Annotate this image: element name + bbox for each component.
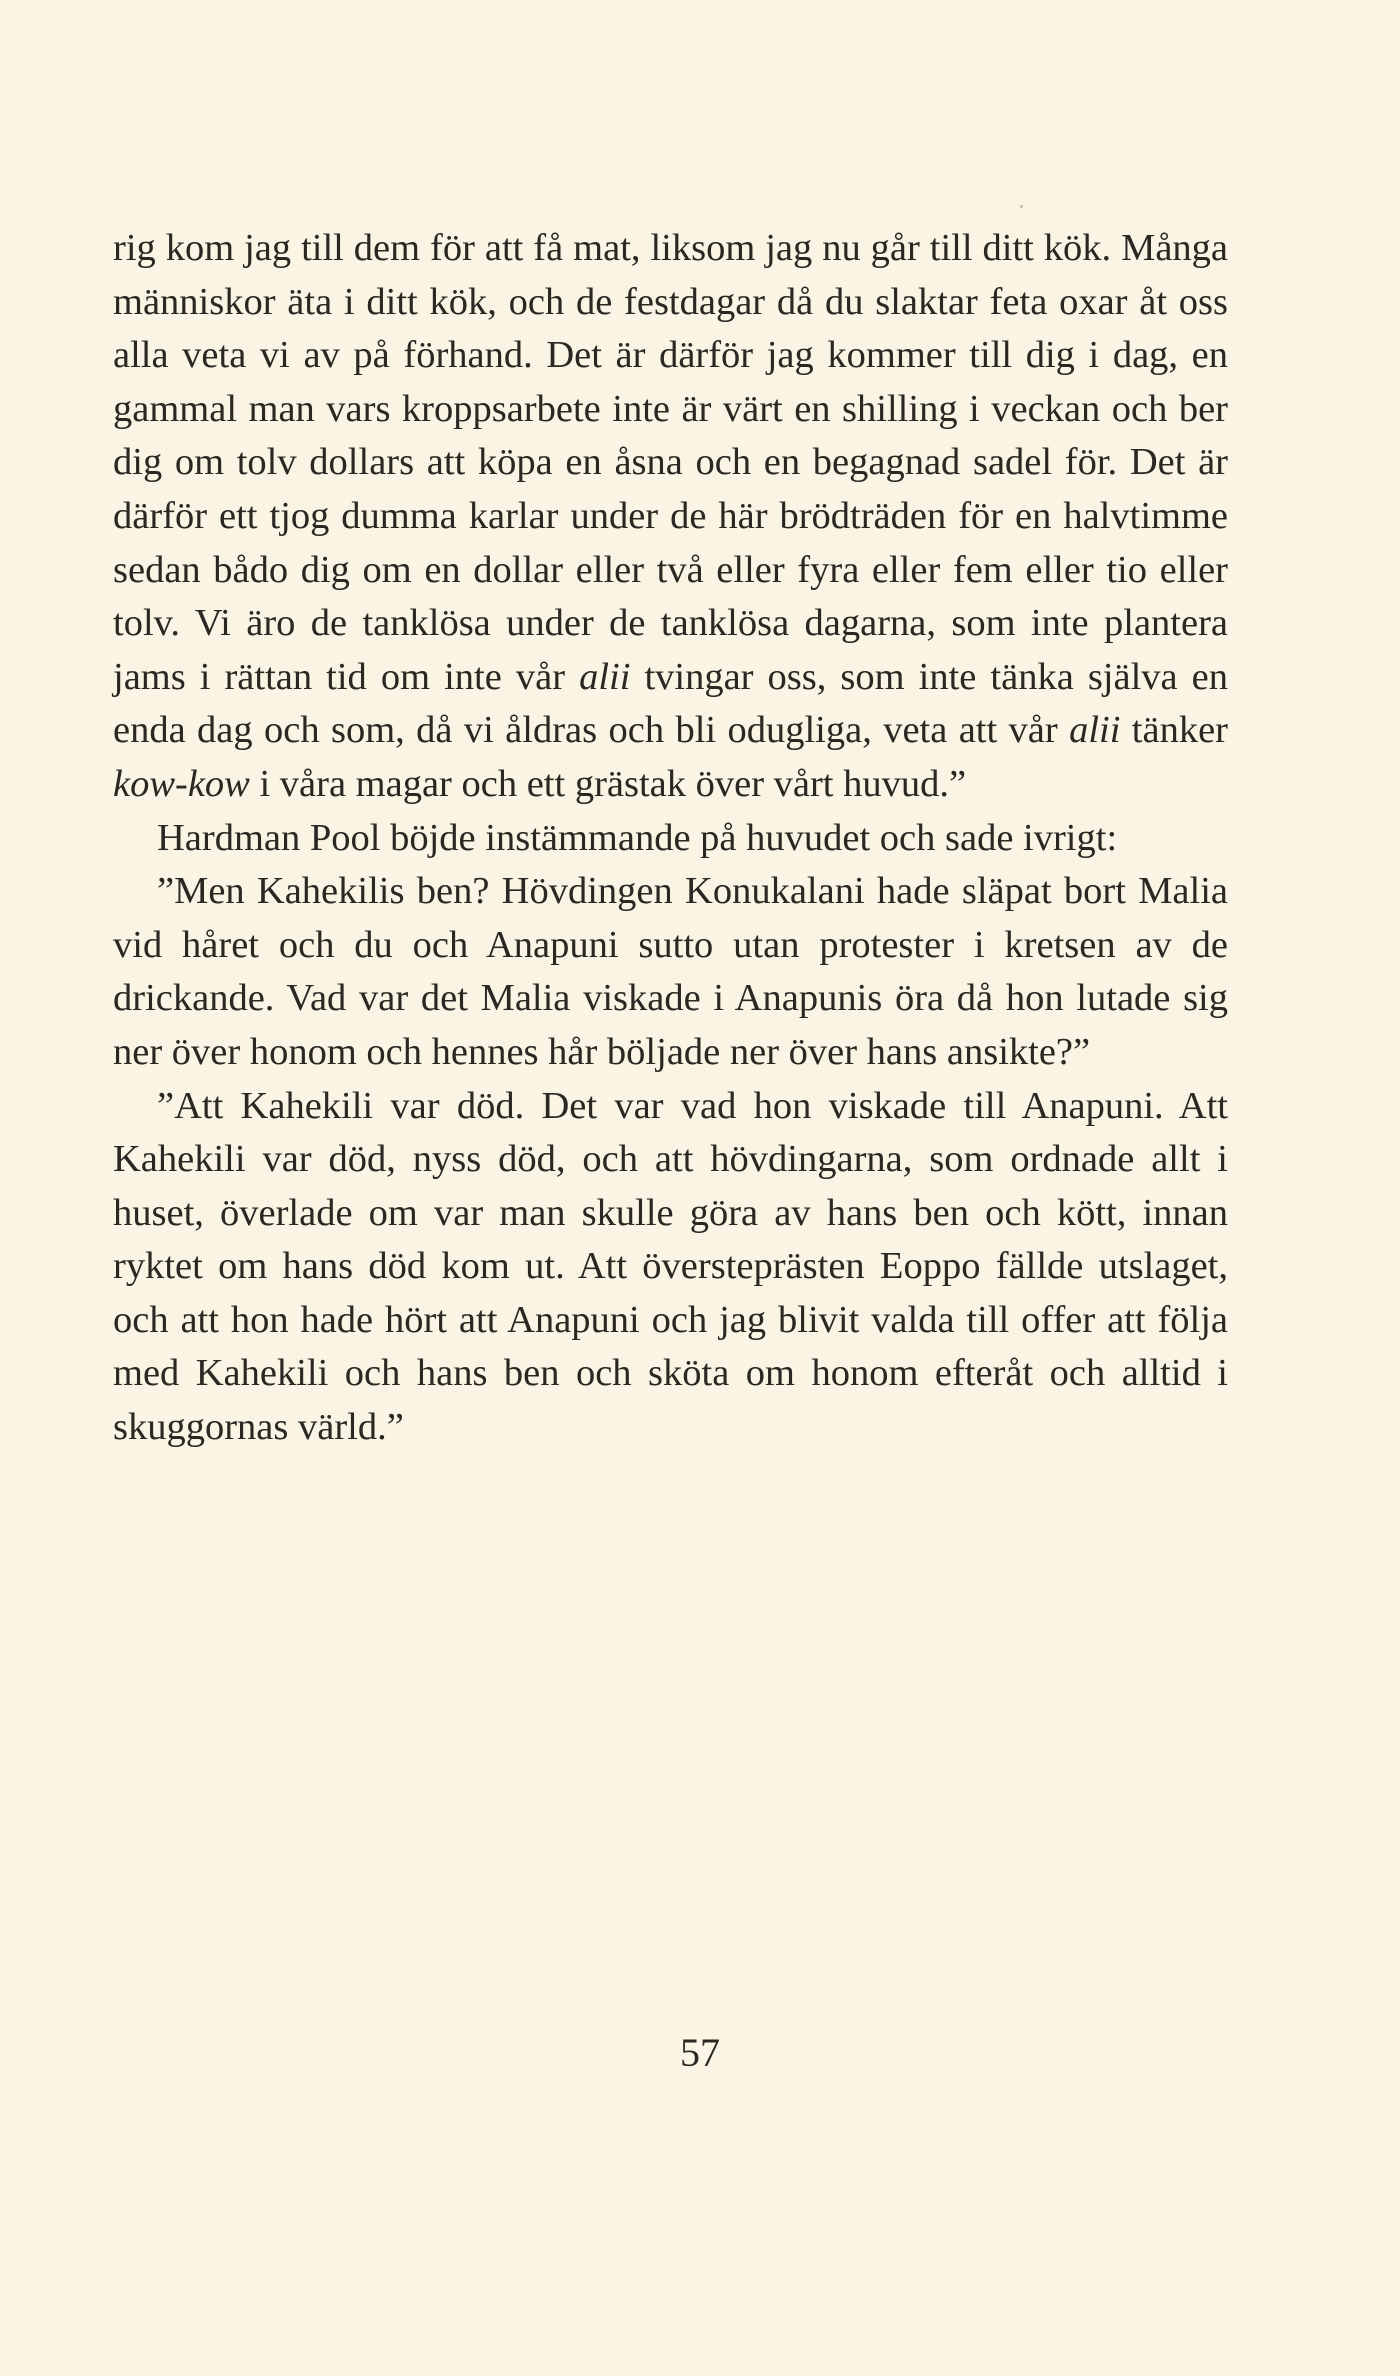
page-number: 57 — [680, 2030, 720, 2075]
italic-term: alii — [579, 655, 631, 698]
paper-speck — [1020, 205, 1023, 208]
paragraph — [113, 222, 1228, 812]
italic-term: alii — [1069, 709, 1121, 752]
italic-term: kow-kow — [113, 762, 250, 805]
paragraph — [113, 1080, 1228, 1455]
text-run: Hardman Pool böjde instämmande på huvudet och sade ivrigt: — [157, 816, 1118, 859]
text-run: i våra magar och ett grästak över vårt huvud.” — [249, 762, 967, 805]
text-run: rig kom jag till dem för att få mat, liksom jag nu går till ditt kök. Många människor äta i ditt kök, och de festdagar då du slaktar feta oxar åt oss alla veta vi av på förhand. Det är därför jag kommer till dig i dag, en gammal man vars kroppsarbete inte är värt en shilling i veckan och ber dig om tolv dollars att köpa en åsna och en begagnad sadel för. Det är därför ett tjog dumma karlar under de här brödträden för en halvtimme sedan bådo dig om en dollar eller två eller fyra eller fem eller tio eller tolv. Vi äro de tanklösa under de tanklösa dagarna, som inte plantera jams i rättan tid om inte vår — [113, 227, 1228, 698]
paragraph — [113, 812, 1228, 866]
text-run: tvingar oss, som inte tänka själva en enda dag och som, då vi åldras och bli odugliga, veta att vår — [113, 655, 1228, 752]
text-run: tänker — [1120, 709, 1229, 752]
body-text — [113, 222, 1228, 1455]
text-run: ”Att Kahekili var död. Det var vad hon viskade till Anapuni. Att Kahekili var död, nyss död, och att hövdingarna, som ordnade allt i huset, överlade om var man skulle göra av hans ben och kött, innan ryktet om hans död kom ut. Att översteprästen Eoppo fällde utslaget, och att hon hade hört att Anapuni och jag blivit valda till offer att följa med Kahekili och hans ben och sköta om honom efteråt och alltid i skuggornas värld.” — [113, 1084, 1228, 1449]
text-run: ”Men Kahekilis ben? Hövdingen Konukalani hade släpat bort Malia vid håret och du och Anapuni sutto utan protester i kretsen av de drickande. Vad var det Malia viskade i Anapunis öra då hon lutade sig ner över honom och hennes hår böljade ner över hans ansikte?” — [113, 870, 1228, 1073]
paragraph — [113, 865, 1228, 1079]
